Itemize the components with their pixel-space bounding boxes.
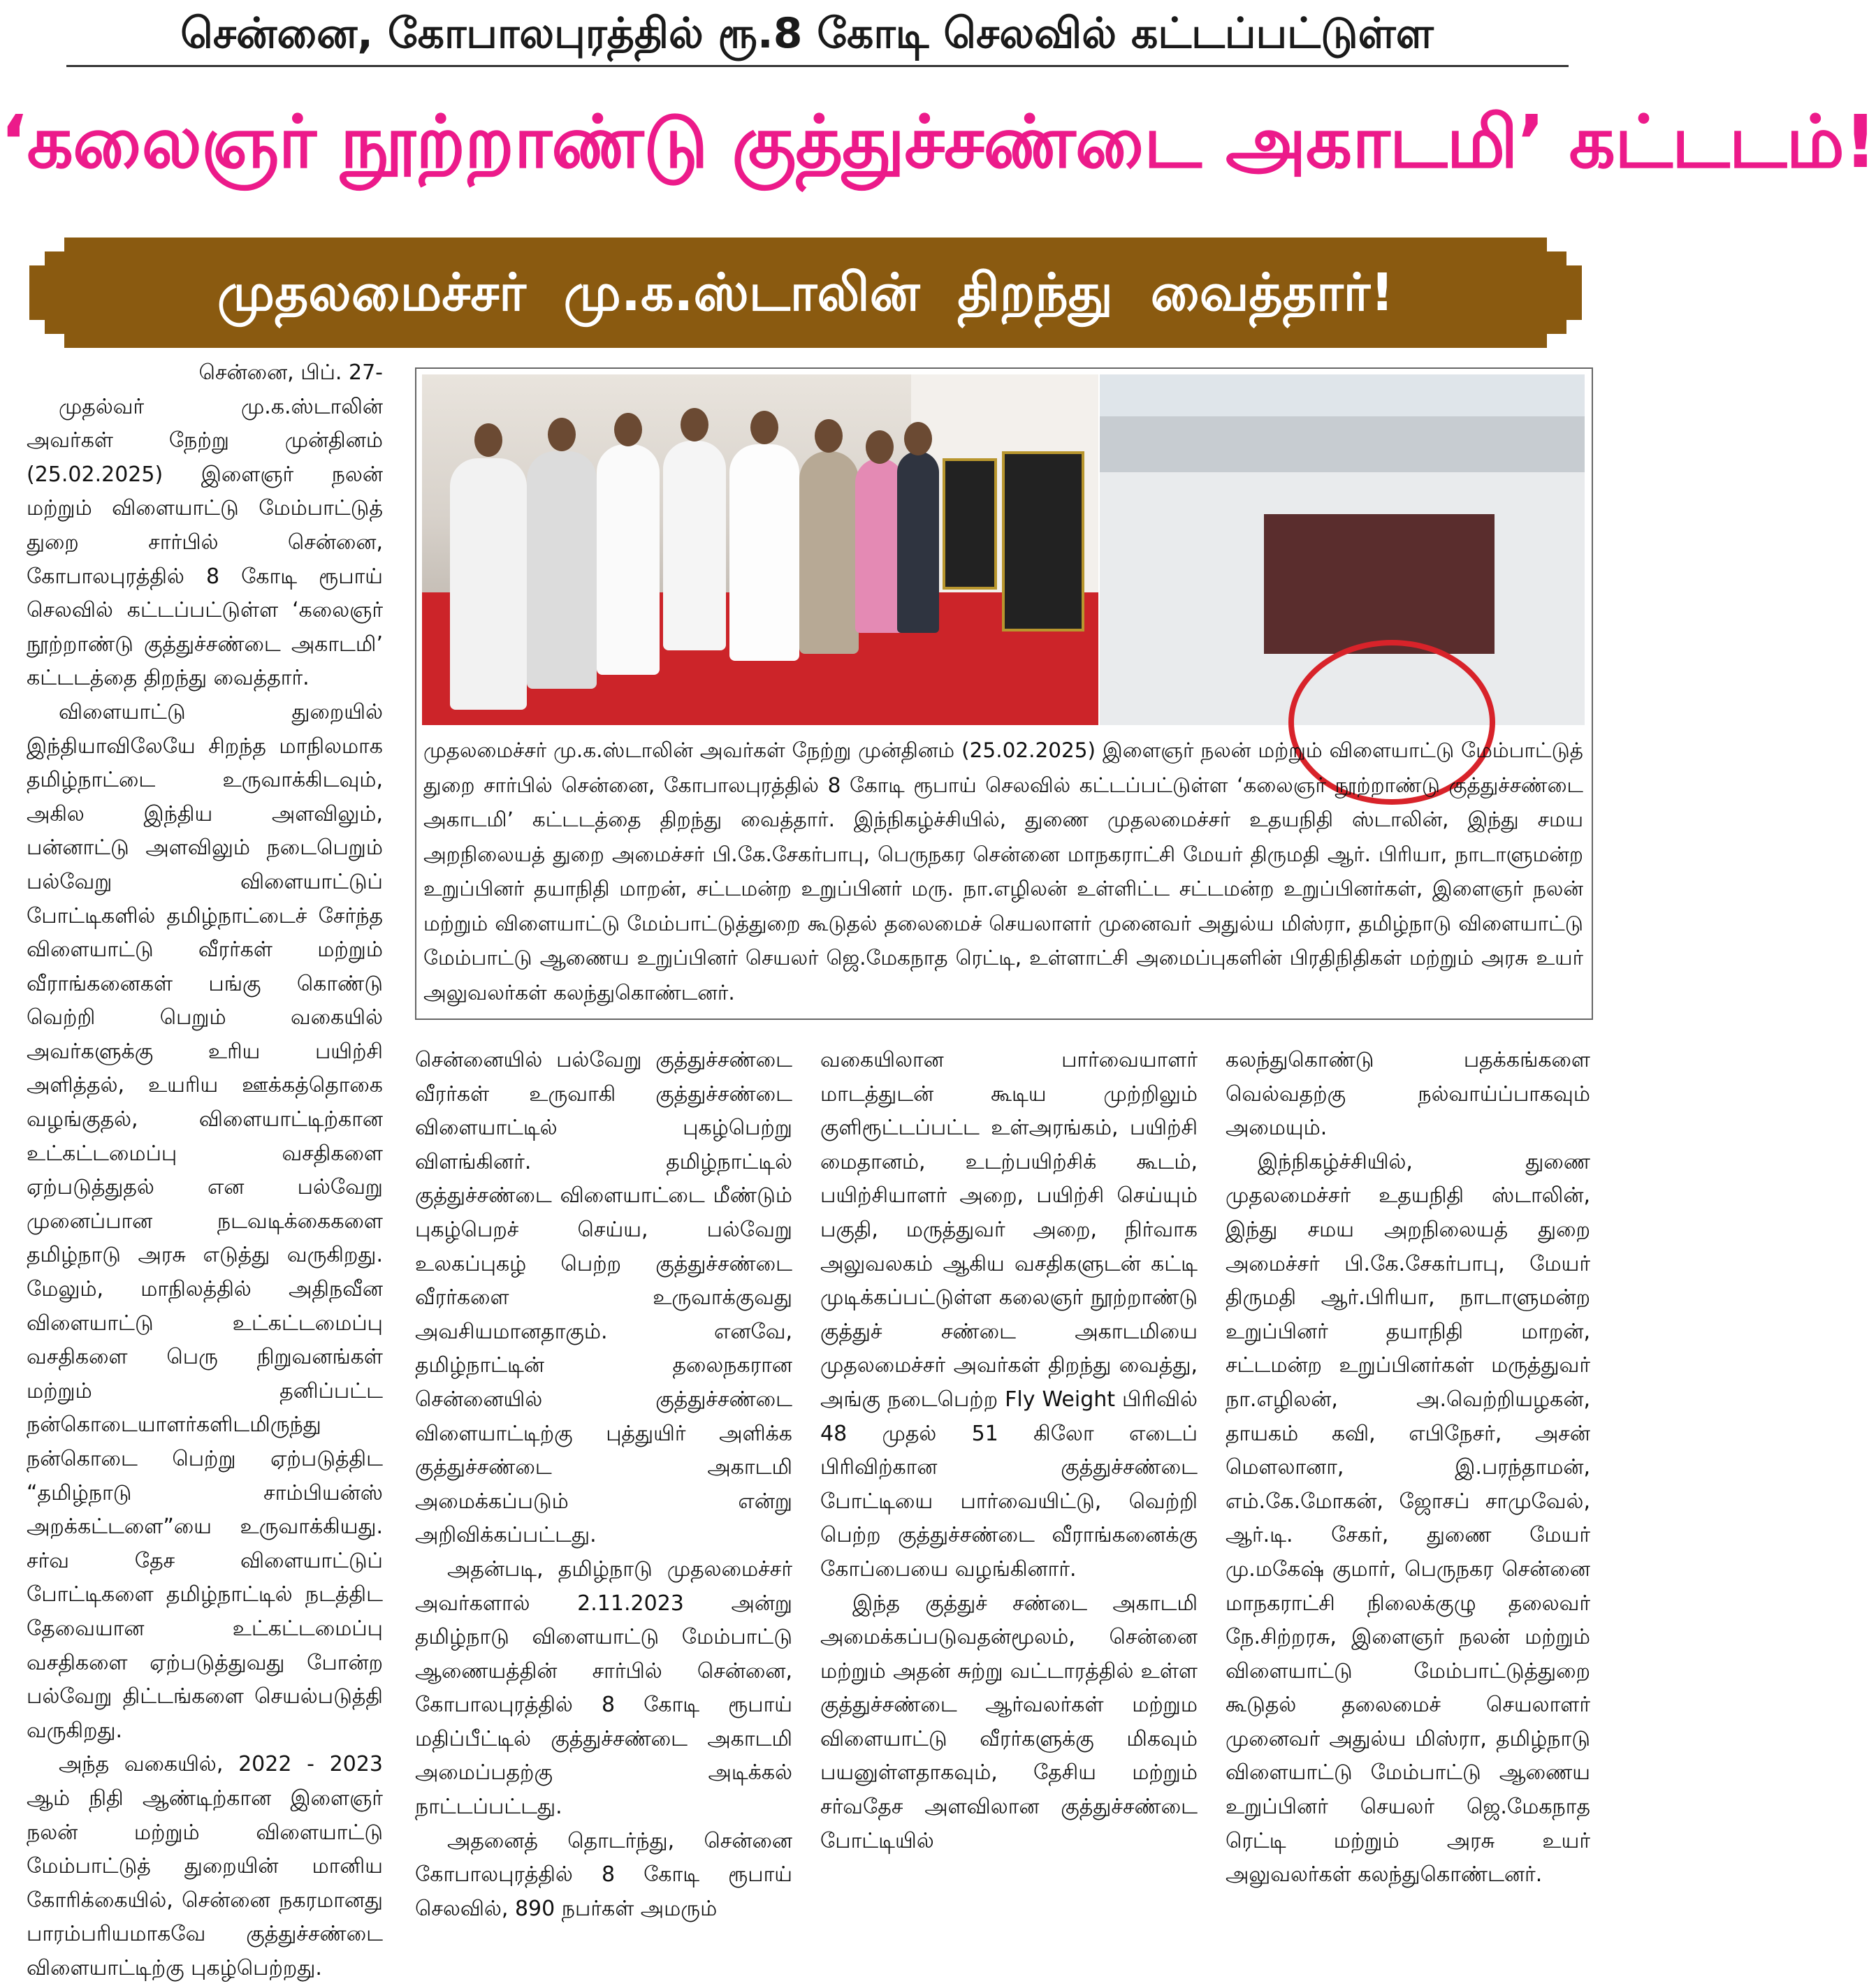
subhead-banner <box>29 238 1582 348</box>
person-head <box>474 423 502 457</box>
person-head <box>904 422 932 455</box>
paragraph: இந்த குத்துச் சண்டை அகாடமி அமைக்கப்படுவதன்மூலம், சென்னை மற்றும் அதன் சுற்று வட்டாரத்தில் உள்ள குத்துச்சண்டை ஆர்வலர்கள் மற்றும விளையாட்டு வீரர்களுக்கு மிகவும் பயனுள்ளதாகவும், தேசிய மற்றும் சர்வதேச அளவிலான குத்துச்சண்டை போட்டியில் <box>820 1591 1198 1853</box>
photo-caption: முதலமைச்சர் மு.க.ஸ்டாலின் அவர்கள் நேற்று முன்தினம் (25.02.2025) இளைஞர் நலன் மற்றும் விளையாட்டு மேம்பாட்டுத் துறை சார்பில் சென்னை, கோபாலபுரத்தில் 8 கோடி ரூபாய் செலவில் கட்டப்பட்டுள்ள ‘கலைஞர் நூற்றாண்டு குத்துச்சண்டை அகாடமி’ கட்டடத்தை திறந்து வைத்தார். இந்நிகழ்ச்சியில், துணை முதலமைச்சர் உதயநிதி ஸ்டாலின், இந்து சமய அறநிலையத் துறை அமைச்சர் பி.கே.சேகர்பாபு, பெருநகர சென்னை மாநகராட்சி மேயர் திருமதி ஆர். பிரியா, நாடாளுமன்ற உறுப்பினர் தயாநிதி மாறன், சட்டமன்ற உறுப்பினர் மரு. நா.எழிலன் உள்ளிட்ட சட்டமன்ற உறுப்பினர்கள், இளைஞர் நலன் மற்றும் விளையாட்டு மேம்பாட்டுத்துறை கூடுதல் தலைமைச் செயலாளர் முனைவர் அதுல்ய மிஸ்ரா, தமிழ்நாடு விளையாட்டு மேம்பாட்டு ஆணைய உறுப்பினர் செயலர் ஜெ.மேகநாத ரெட்டி, உள்ளாட்சி அமைப்புகளின் பிரதிநிதிகள் மற்றும் அரசு உயர் அலுவலர்கள் கலந்துகொண்டனர். <box>423 738 1583 1005</box>
person-head <box>866 430 894 464</box>
dateline: சென்னை, பிப். 27- <box>198 360 383 385</box>
person-head <box>815 419 843 453</box>
building-roof <box>1100 416 1585 472</box>
person <box>729 444 799 661</box>
news-photo <box>422 374 1585 725</box>
person <box>663 441 726 650</box>
person-head <box>750 411 778 444</box>
person <box>450 458 527 710</box>
article-column-1 <box>27 356 383 1986</box>
person-head <box>548 418 576 451</box>
paragraph: இந்நிகழ்ச்சியில், துணை முதலமைச்சர் உதயநிதி ஸ்டாலின், இந்து சமய அறநிலையத் துறை அமைச்சர் பி.கே.சேகர்பாபு, மேயர் திருமதி ஆர்.பிரியா, நாடாளுமன்ற உறுப்பினர் தயாநிதி மாறன், சட்டமன்ற உறுப்பினர்கள் மருத்துவர் நா.எழிலன், அ.வெற்றியழகன், தாயகம் கவி, எபிநேசர், அசன் மௌலானா, இ.பரந்தாமன், எம்.கே.மோகன், ஜோசப் சாமுவேல், ஆர்.டி. சேகர், துணை மேயர் மு.மகேஷ் குமார், பெருநகர சென்னை மாநகராட்சி நிலைக்குழு தலைவர் நே.சிற்றரசு, இளைஞர் நலன் மற்றும் விளையாட்டு மேம்பாட்டுத்துறை கூடுதல் தலைமைச் செயலாளர் முனைவர் அதுல்ய மிஸ்ரா, தமிழ்நாடு விளையாட்டு மேம்பாட்டு ஆணைய உறுப்பினர் செயலர் ஜெ.மேகநாத ரெட்டி மற்றும் அரசு உயர் அலுவலர்கள் கலந்துகொண்டனர். <box>1226 1149 1590 1888</box>
inauguration-photo <box>422 374 1098 725</box>
paragraph: அதன்படி, தமிழ்நாடு முதலமைச்சர் அவர்களால் 2.11.2023 அன்று தமிழ்நாடு விளையாட்டு மேம்பாட்டு ஆணையத்தின் சார்பில் சென்னை, கோபாலபுரத்தில் 8 கோடி ரூபாய் மதிப்பீட்டில் குத்துச்சண்டை அகாடமி அமைப்பதற்கு அடிக்கல் நாட்டப்பட்டது. <box>415 1556 792 1820</box>
paragraph: கலந்துகொண்டு பதக்கங்களை வெல்வதற்கு நல்வாய்ப்பாகவும் அமையும். <box>1226 1048 1590 1141</box>
person <box>799 451 859 654</box>
person <box>527 451 597 689</box>
paragraph: வகையிலான பார்வையாளர் மாடத்துடன் கூடிய முற்றிலும் குளிரூட்டப்பட்ட உள்அரங்கம், பயிற்சி மைதானம், உடற்பயிற்சிக் கூடம், பயிற்சியாளர் அறை, பயிற்சி செய்யும் பகுதி, மருத்துவர் அறை, நிர்வாக அலுவலகம் ஆகிய வசதிகளுடன் கட்டி முடிக்கப்பட்டுள்ள கலைஞர் நூற்றாண்டு குத்துச் சண்டை அகாடமியை முதலமைச்சர் அவர்கள் திறந்து வைத்து, அங்கு நடைபெற்ற Fly Weight பிரிவில் 48 முதல் 51 கிலோ எடைப் பிரிவிற்கான குத்துச்சண்டை போட்டியை பார்வையிட்டு, வெற்றி பெற்ற குத்துச்சண்டை வீராங்கனைக்கு கோப்பையை வழங்கினார். <box>820 1048 1198 1582</box>
article-column-2 <box>415 1044 792 1926</box>
main-headline: ‘கலைஞர் நூற்றாண்டு குத்துச்சண்டை அகாடமி’ கட்டடம்! <box>0 99 1876 184</box>
building-sign <box>1264 514 1495 654</box>
plaque-large <box>1002 451 1084 631</box>
person-head <box>681 408 708 441</box>
person <box>897 451 939 633</box>
kicker-rule <box>66 65 1569 67</box>
plaque-small <box>943 458 997 590</box>
paragraph: முதல்வர் மு.க.ஸ்டாலின் அவர்கள் நேற்று முன்தினம் (25.02.2025) இளைஞர் நலன் மற்றும் விளையாட்டு மேம்பாட்டுத் துறை சார்பில் சென்னை, கோபாலபுரத்தில் 8 கோடி ரூபாய் செலவில் கட்டப்பட்டுள்ள ‘கலைஞர் நூற்றாண்டு குத்துச்சண்டை அகாடமி’ கட்டடத்தை திறந்து வைத்தார். <box>27 394 383 691</box>
paragraph: அதனைத் தொடர்ந்து, சென்னை கோபாலபுரத்தில் 8 கோடி ரூபாய் செலவில், 890 நபர்கள் அமரும் <box>415 1828 792 1921</box>
paragraph: அந்த வகையில், 2022 - 2023 ஆம் நிதி ஆண்டிற்கான இளைஞர் நலன் மற்றும் விளையாட்டு மேம்பாட்டுத் துறையின் மானிய கோரிக்கையில், சென்னை நகரமானது பாரம்பரியமாகவே குத்துச்சண்டை விளையாட்டிற்கு புகழ்பெற்றது. <box>27 1752 383 1980</box>
kicker-headline: சென்னை, கோபாலபுரத்தில் ரூ.8 கோடி செலவில் கட்டப்பட்டுள்ள <box>180 9 1434 58</box>
person <box>597 444 660 675</box>
building-photo <box>1100 374 1585 725</box>
banner-text: முதலமைச்சர் மு.க.ஸ்டாலின் திறந்து வைத்தார்! <box>217 263 1395 323</box>
article-column-3 <box>820 1044 1198 1858</box>
person-head <box>614 413 642 446</box>
photo-block <box>415 367 1593 1020</box>
article-column-4 <box>1226 1044 1590 1892</box>
paragraph: விளையாட்டு துறையில் இந்தியாவிலேயே சிறந்த மாநிலமாக தமிழ்நாட்டை உருவாக்கிடவும், அகில இந்திய அளவிலும், பன்னாட்டு அளவிலும் நடைபெறும் பல்வேறு விளையாட்டுப் போட்டிகளில் தமிழ்நாட்டைச் சேர்ந்த விளையாட்டு வீரர்கள் மற்றும் வீராங்கனைகள் பங்கு கொண்டு வெற்றி பெறும் வகையில் அவர்களுக்கு உரிய பயிற்சி அளித்தல், உயரிய ஊக்கத்தொகை வழங்குதல், விளையாட்டிற்கான உட்கட்டமைப்பு வசதிகளை ஏற்படுத்துதல் என பல்வேறு முனைப்பான நடவடிக்கைகளை தமிழ்நாடு அரசு எடுத்து வருகிறது. மேலும், மாநிலத்தில் அதிநவீன விளையாட்டு உட்கட்டமைப்பு வசதிகளை பெரு நிறுவனங்கள் மற்றும் தனிப்பட்ட நன்கொடையாளர்களிடமிருந்து நன்கொடை பெற்று ஏற்படுத்திட “தமிழ்நாடு சாம்பியன்ஸ் அறக்கட்டளை”யை உருவாக்கியது. சர்வ தேச விளையாட்டுப் போட்டிகளை தமிழ்நாட்டில் நடத்திட தேவையான உட்கட்டமைப்பு வசதிகளை ஏற்படுத்துவது போன்ற பல்வேறு திட்டங்களை செயல்படுத்தி வருகிறது. <box>27 699 383 1743</box>
paragraph: சென்னையில் பல்வேறு குத்துச்சண்டை வீரர்கள் உருவாகி குத்துச்சண்டை விளையாட்டில் புகழ்பெற்று விளங்கினர். தமிழ்நாட்டில் குத்துச்சண்டை விளையாட்டை மீண்டும் புகழ்பெறச் செய்ய, பல்வேறு உலகப்புகழ் பெற்ற குத்துச்சண்டை வீரர்களை உருவாக்குவது அவசியமானதாகும். எனவே, தமிழ்நாட்டின் தலைநகரான சென்னையில் குத்துச்சண்டை விளையாட்டிற்கு புத்துயிர் அளிக்க குத்துச்சண்டை அகாடமி அமைக்கப்படும் என்று அறிவிக்கப்பட்டது. <box>415 1048 792 1548</box>
